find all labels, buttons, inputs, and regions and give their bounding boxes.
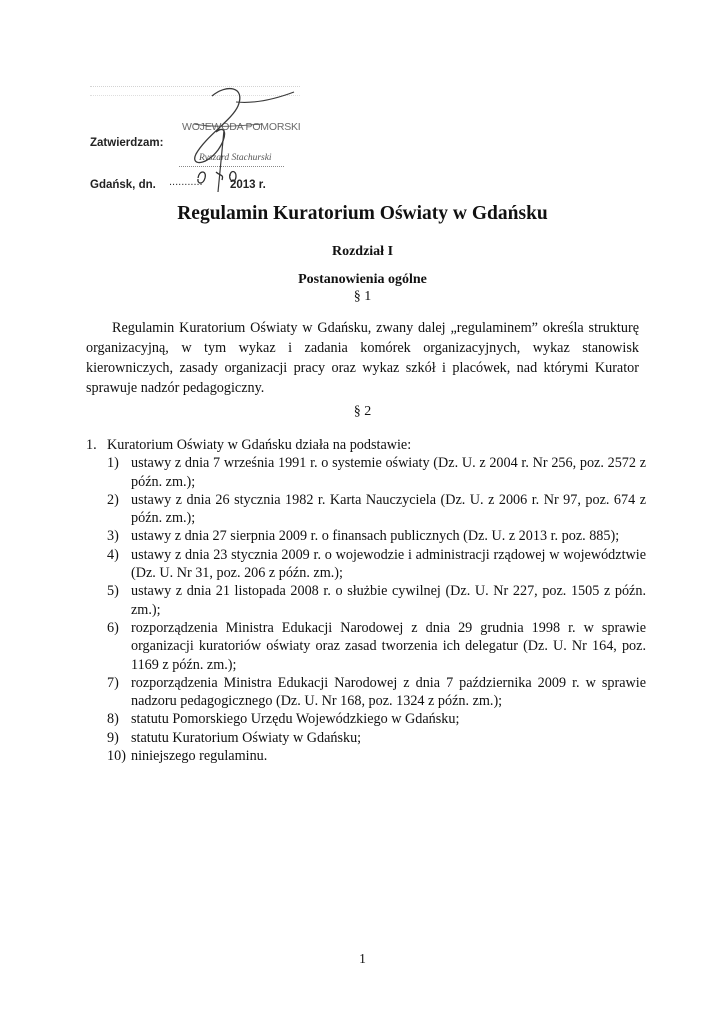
legal-acts-list: [107, 454, 646, 765]
stamp-office: WOJEWODA POMORSKI: [182, 121, 301, 133]
list-heading-text: Kuratorium Oświaty w Gdańsku działa na podstawie:: [107, 437, 412, 453]
item-number: 3): [107, 528, 119, 545]
item-number: 4): [107, 546, 119, 563]
list-item: [107, 546, 646, 583]
date-dots: ...........: [169, 176, 203, 188]
date-year-label: 2013 r.: [230, 179, 266, 191]
item-number: 8): [107, 711, 119, 728]
page-number: 1: [359, 951, 366, 966]
item-number: 5): [107, 583, 119, 600]
item-text: rozporządzenia Ministra Edukacji Narodowej z dnia 29 grudnia 1998 r. w sprawie organizacji kuratoriów oświaty oraz zasad tworzenia ich delegatur (Dz. U. Nr 164, poz. 1169 z późn. zm.);: [131, 619, 646, 673]
approval-stamp: [86, 84, 316, 196]
list-heading-number: 1.: [86, 437, 97, 453]
intro-text: Regulamin Kuratorium Oświaty w Gdańsku, zwany dalej „regulaminem” określa strukturę organizacyjną, w tym wykaz i zadania komórek organizacyjnych, wykaz stanowisk kierowniczych, zasady organizacji pracy oraz wykaz szkół i placówek, nad którymi Kurator sprawuje nadzór pedagogiczny.: [86, 320, 639, 396]
item-text: statutu Kuratorium Oświaty w Gdańsku;: [131, 729, 362, 746]
list-item: [107, 527, 646, 545]
list-item: [107, 619, 646, 674]
chapter-title: Postanowienia ogólne: [298, 272, 427, 287]
list-item: [107, 674, 646, 711]
item-text: statutu Pomorskiego Urzędu Wojewódzkiego w Gdańsku;: [131, 711, 460, 728]
item-number: 6): [107, 619, 119, 636]
item-text: ustawy z dnia 7 września 1991 r. o systemie oświaty (Dz. U. z 2004 r. Nr 256, poz. 2572 z późn. zm.);: [131, 455, 646, 490]
intro-paragraph: [86, 318, 639, 398]
stamp-name: Ryszard Stachurski: [199, 153, 272, 163]
document-title: Regulamin Kuratorium Oświaty w Gdańsku: [177, 203, 548, 224]
item-text: ustawy z dnia 27 sierpnia 2009 r. o finansach publicznych (Dz. U. z 2013 r. poz. 885);: [131, 528, 620, 545]
item-number: 10): [107, 748, 126, 765]
item-text: ustawy z dnia 21 listopada 2008 r. o służbie cywilnej (Dz. U. Nr 227, poz. 1505 z późn. zm.);: [131, 583, 646, 618]
item-number: 7): [107, 674, 119, 691]
chapter-heading: Rozdział I: [331, 244, 394, 259]
item-text: ustawy z dnia 26 stycznia 1982 r. Karta Nauczyciela (Dz. U. z 2006 r. Nr 97, poz. 674 z późn. zm.);: [131, 491, 646, 527]
date-city-label: Gdańsk, dn.: [90, 179, 156, 191]
legal-basis-list: [86, 436, 646, 765]
approve-label: Zatwierdzam:: [90, 137, 164, 149]
item-text: niniejszego regulaminu.: [131, 748, 268, 765]
item-number: 2): [107, 491, 119, 508]
item-number: 9): [107, 729, 119, 746]
section-1-mark: § 1: [353, 289, 372, 304]
item-text: rozporządzenia Ministra Edukacji Narodowej z dnia 7 października 2009 r. w sprawie nadzoru pedagogicznego (Dz. U. Nr 168, poz. 1324 z późn. zm.);: [131, 674, 646, 710]
section-2-mark: § 2: [353, 404, 372, 419]
list-item: [107, 710, 646, 728]
list-item: [107, 454, 646, 491]
list-item: [107, 729, 646, 747]
item-text: ustawy z dnia 23 stycznia 2009 r. o wojewodzie i administracji rządowej w województwie (Dz. U. Nr 31, poz. 206 z późn. zm.);: [131, 546, 646, 582]
handwritten-signature: [166, 84, 316, 196]
list-item: [107, 747, 646, 765]
list-heading: [86, 436, 646, 454]
item-number: 1): [107, 455, 119, 472]
list-item: [107, 491, 646, 528]
list-item: [107, 582, 646, 619]
